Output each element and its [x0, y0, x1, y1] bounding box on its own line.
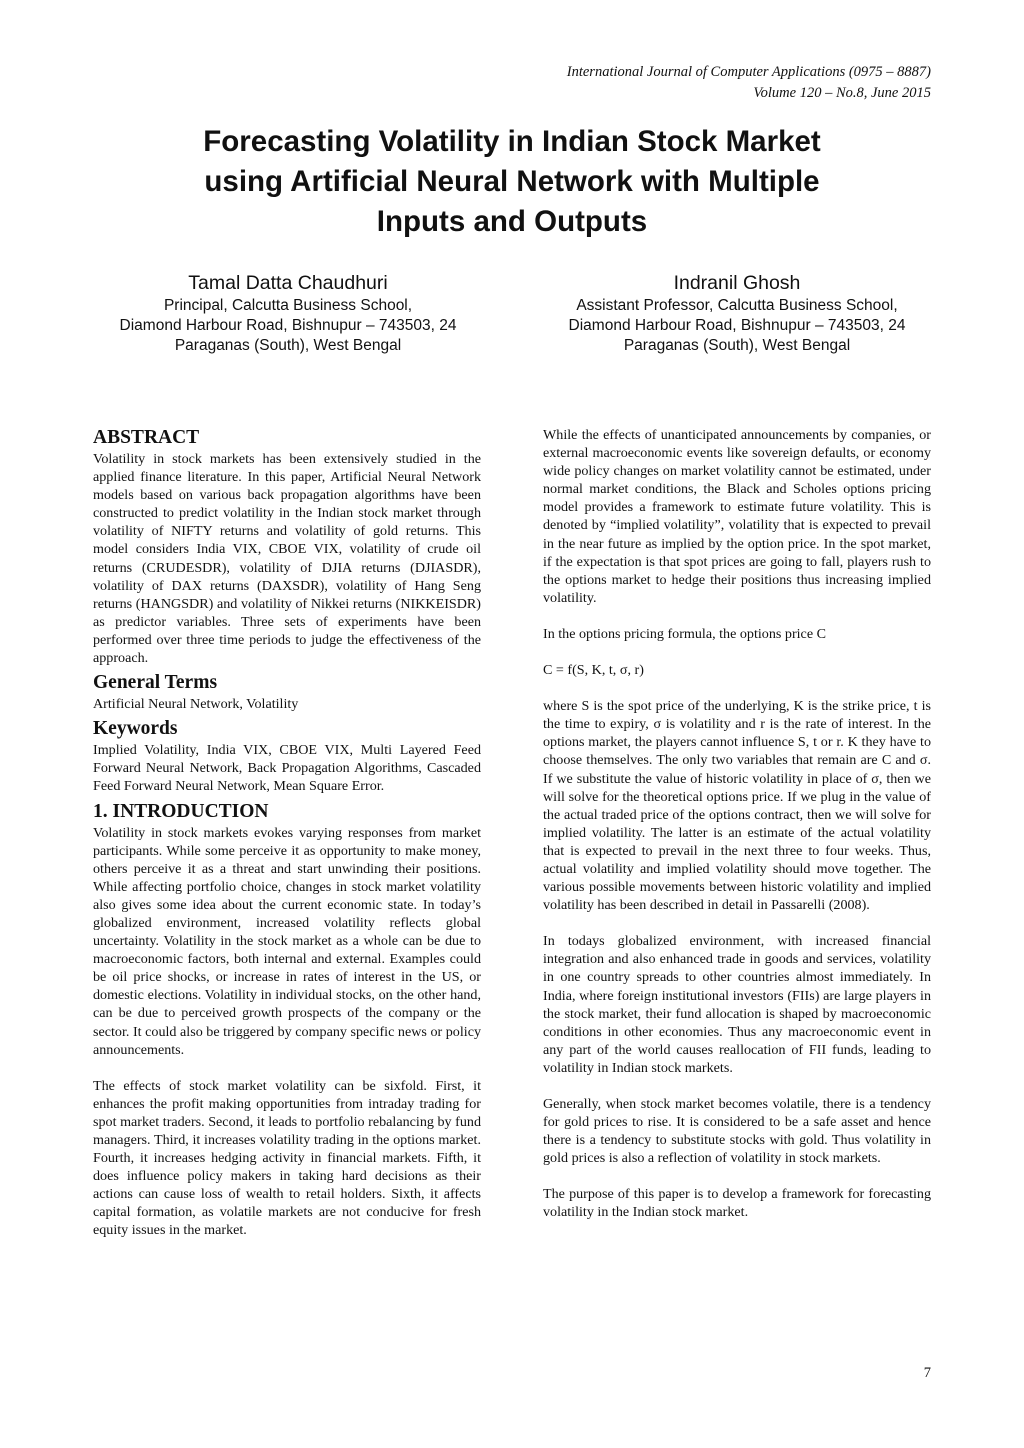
intro-paragraph-1: Volatility in stock markets evokes varying responses from market participants. While some perceive it as opportunity to make money, others perceive it as a threat and start unwinding their positions. While affecting portfolio choice, changes in stock market volatility also gives some idea about the current economic state. In today’s globalized environment, increased volatility reflects global uncertainty. Volatility in the stock market as a whole can be due to macroeconomic factors, both internal and external. Examples could be oil price shocks, or increase in rates of interest in the US, or domestic elections. Volatility in individual stocks, on the other hand, can be due to perceived growth prospects of the company or the sector. It could also be triggered by company specific news or policy announcements.: [93, 824, 481, 1058]
title-line-3: Inputs and Outputs: [376, 205, 648, 238]
journal-name: International Journal of Computer Applications (0975 – 8887): [566, 64, 931, 80]
keywords-text: Implied Volatility, India VIX, CBOE VIX, Multi Layered Feed Forward Neural Network, Back Propagation Algorithms, Cascaded Feed Forward Neural Network, Mean Square Error.: [93, 742, 481, 795]
journal-volume: Volume 120 – No.8, June 2015: [753, 85, 931, 101]
right-paragraph-4: In todays globalized environment, with increased financial integration and also enhanced trade in goods and services, volatility in one country spreads to other countries almost immediately. In India, where foreign institutional investors (FIIs) are large players in the stock market, their fund allocation is shaped by macroeconomic conditions in other economies. Thus any macroeconomic event in any part of the world causes reallocation of FII funds, leading to volatility in Indian stock markets.: [543, 933, 931, 1076]
introduction-heading: 1. INTRODUCTION: [93, 800, 269, 822]
abstract-heading: ABSTRACT: [93, 427, 200, 448]
intro-paragraph-2: The effects of stock market volatility can be sixfold. First, it enhances the profit making opportunities from intraday trading for spot market traders. Second, it leads to portfolio rebalancing by fund managers. Third, it increases volatility trading in the options market. Fourth, it increases hedging activity in financial markets. Fifth, it does influence policy makers in taking hard decisions as their actions can cause loss of wealth to retail holders. Sixth, it affects capital formation, as volatile markets are not conducive for fresh equity issues in the market.: [93, 1077, 481, 1239]
author-name: Indranil Ghosh: [673, 272, 801, 294]
right-paragraph-1: While the effects of unanticipated announcements by companies, or external macroeconomic events like sovereign defaults, or economy wide policy changes on market volatility cannot be estimated, under normal market conditions, the Black and Scholes options pricing model provides a framework to estimate future volatility. This is denoted by “implied volatility”, volatility that is expected to prevail in the near future as implied by the option price. In the spot market, if the expectation is that spot prices are going to fall, players rush to the options market to hedge their positions thus increasing implied volatility.: [543, 427, 931, 606]
author-affiliation-line: Paraganas (South), West Bengal: [174, 337, 402, 354]
right-paragraph-5: Generally, when stock market becomes volatile, there is a tendency for gold prices to rise. It is considered to be a safe asset and hence there is a tendency to substitute stocks with gold. Thus volatility in gold prices is also a reflection of volatility in stock markets.: [543, 1096, 931, 1167]
options-pricing-formula: C = f(S, K, t, σ, r): [543, 662, 644, 679]
right-paragraph-2: In the options pricing formula, the options price C: [543, 625, 826, 642]
author-block-1: [68, 270, 508, 356]
author-name: Tamal Datta Chaudhuri: [188, 272, 388, 294]
abstract-text: Volatility in stock markets has been extensively studied in the applied finance literature. In this paper, Artificial Neural Network models based on various back propagation algorithms have been constructed to predict volatility in the Indian stock market through volatility of NIFTY returns and volatility of gold returns. This model considers India VIX, CBOE VIX, volatility of crude oil returns (CRUDESDR), volatility of DJIA returns (DJIASDR), volatility of DAX returns (DAXSDR), volatility of Hang Seng returns (HANGSDR) and volatility of Nikkei returns (NIKKEISDR) as predictor variables. Three sets of experiments have been performed over three time periods to judge the effectiveness of the approach.: [93, 451, 481, 667]
left-column: [93, 426, 481, 1258]
author-affiliation-line: Paraganas (South), West Bengal: [623, 337, 851, 354]
author-affiliation-line: Diamond Harbour Road, Bishnupur – 743503, 24: [119, 317, 457, 334]
author-affiliation-line: Principal, Calcutta Business School,: [163, 297, 413, 314]
author-block-2: [517, 270, 957, 356]
author-affiliation-line: Assistant Professor, Calcutta Business School,: [576, 297, 898, 314]
right-column: [543, 426, 931, 1240]
paper-title: [120, 122, 904, 242]
general-terms-text: Artificial Neural Network, Volatility: [93, 696, 299, 713]
right-paragraph-3: where S is the spot price of the underlying, K is the strike price, t is the time to expiry, σ is volatility and r is the rate of interest. In the options market, the players cannot influence S, t or r. K they have to choose themselves. The only two variables that remain are C and σ. If we substitute the value of historic volatility in place of σ, then we will solve for the theoretical options price. If we plug in the value of the actual traded price of the options contract, then we will solve for implied volatility. The latter is an estimate of the actual volatility that is expected to prevail in the next three to four weeks. Thus, actual volatility and implied volatility should move together. The various possible movements between historic volatility and implied volatility has been described in detail in Passarelli (2008).: [543, 698, 931, 914]
title-line-1: Forecasting Volatility in Indian Stock Market: [203, 125, 821, 158]
right-paragraph-6: The purpose of this paper is to develop a framework for forecasting volatility in the Indian stock market.: [543, 1186, 931, 1221]
general-terms-heading: General Terms: [93, 672, 218, 694]
keywords-heading: Keywords: [93, 718, 178, 740]
title-line-2: using Artificial Neural Network with Multiple: [204, 165, 820, 198]
journal-header: [567, 62, 931, 104]
author-affiliation-line: Diamond Harbour Road, Bishnupur – 743503, 24: [568, 317, 906, 334]
page-number: 7: [923, 1365, 931, 1381]
